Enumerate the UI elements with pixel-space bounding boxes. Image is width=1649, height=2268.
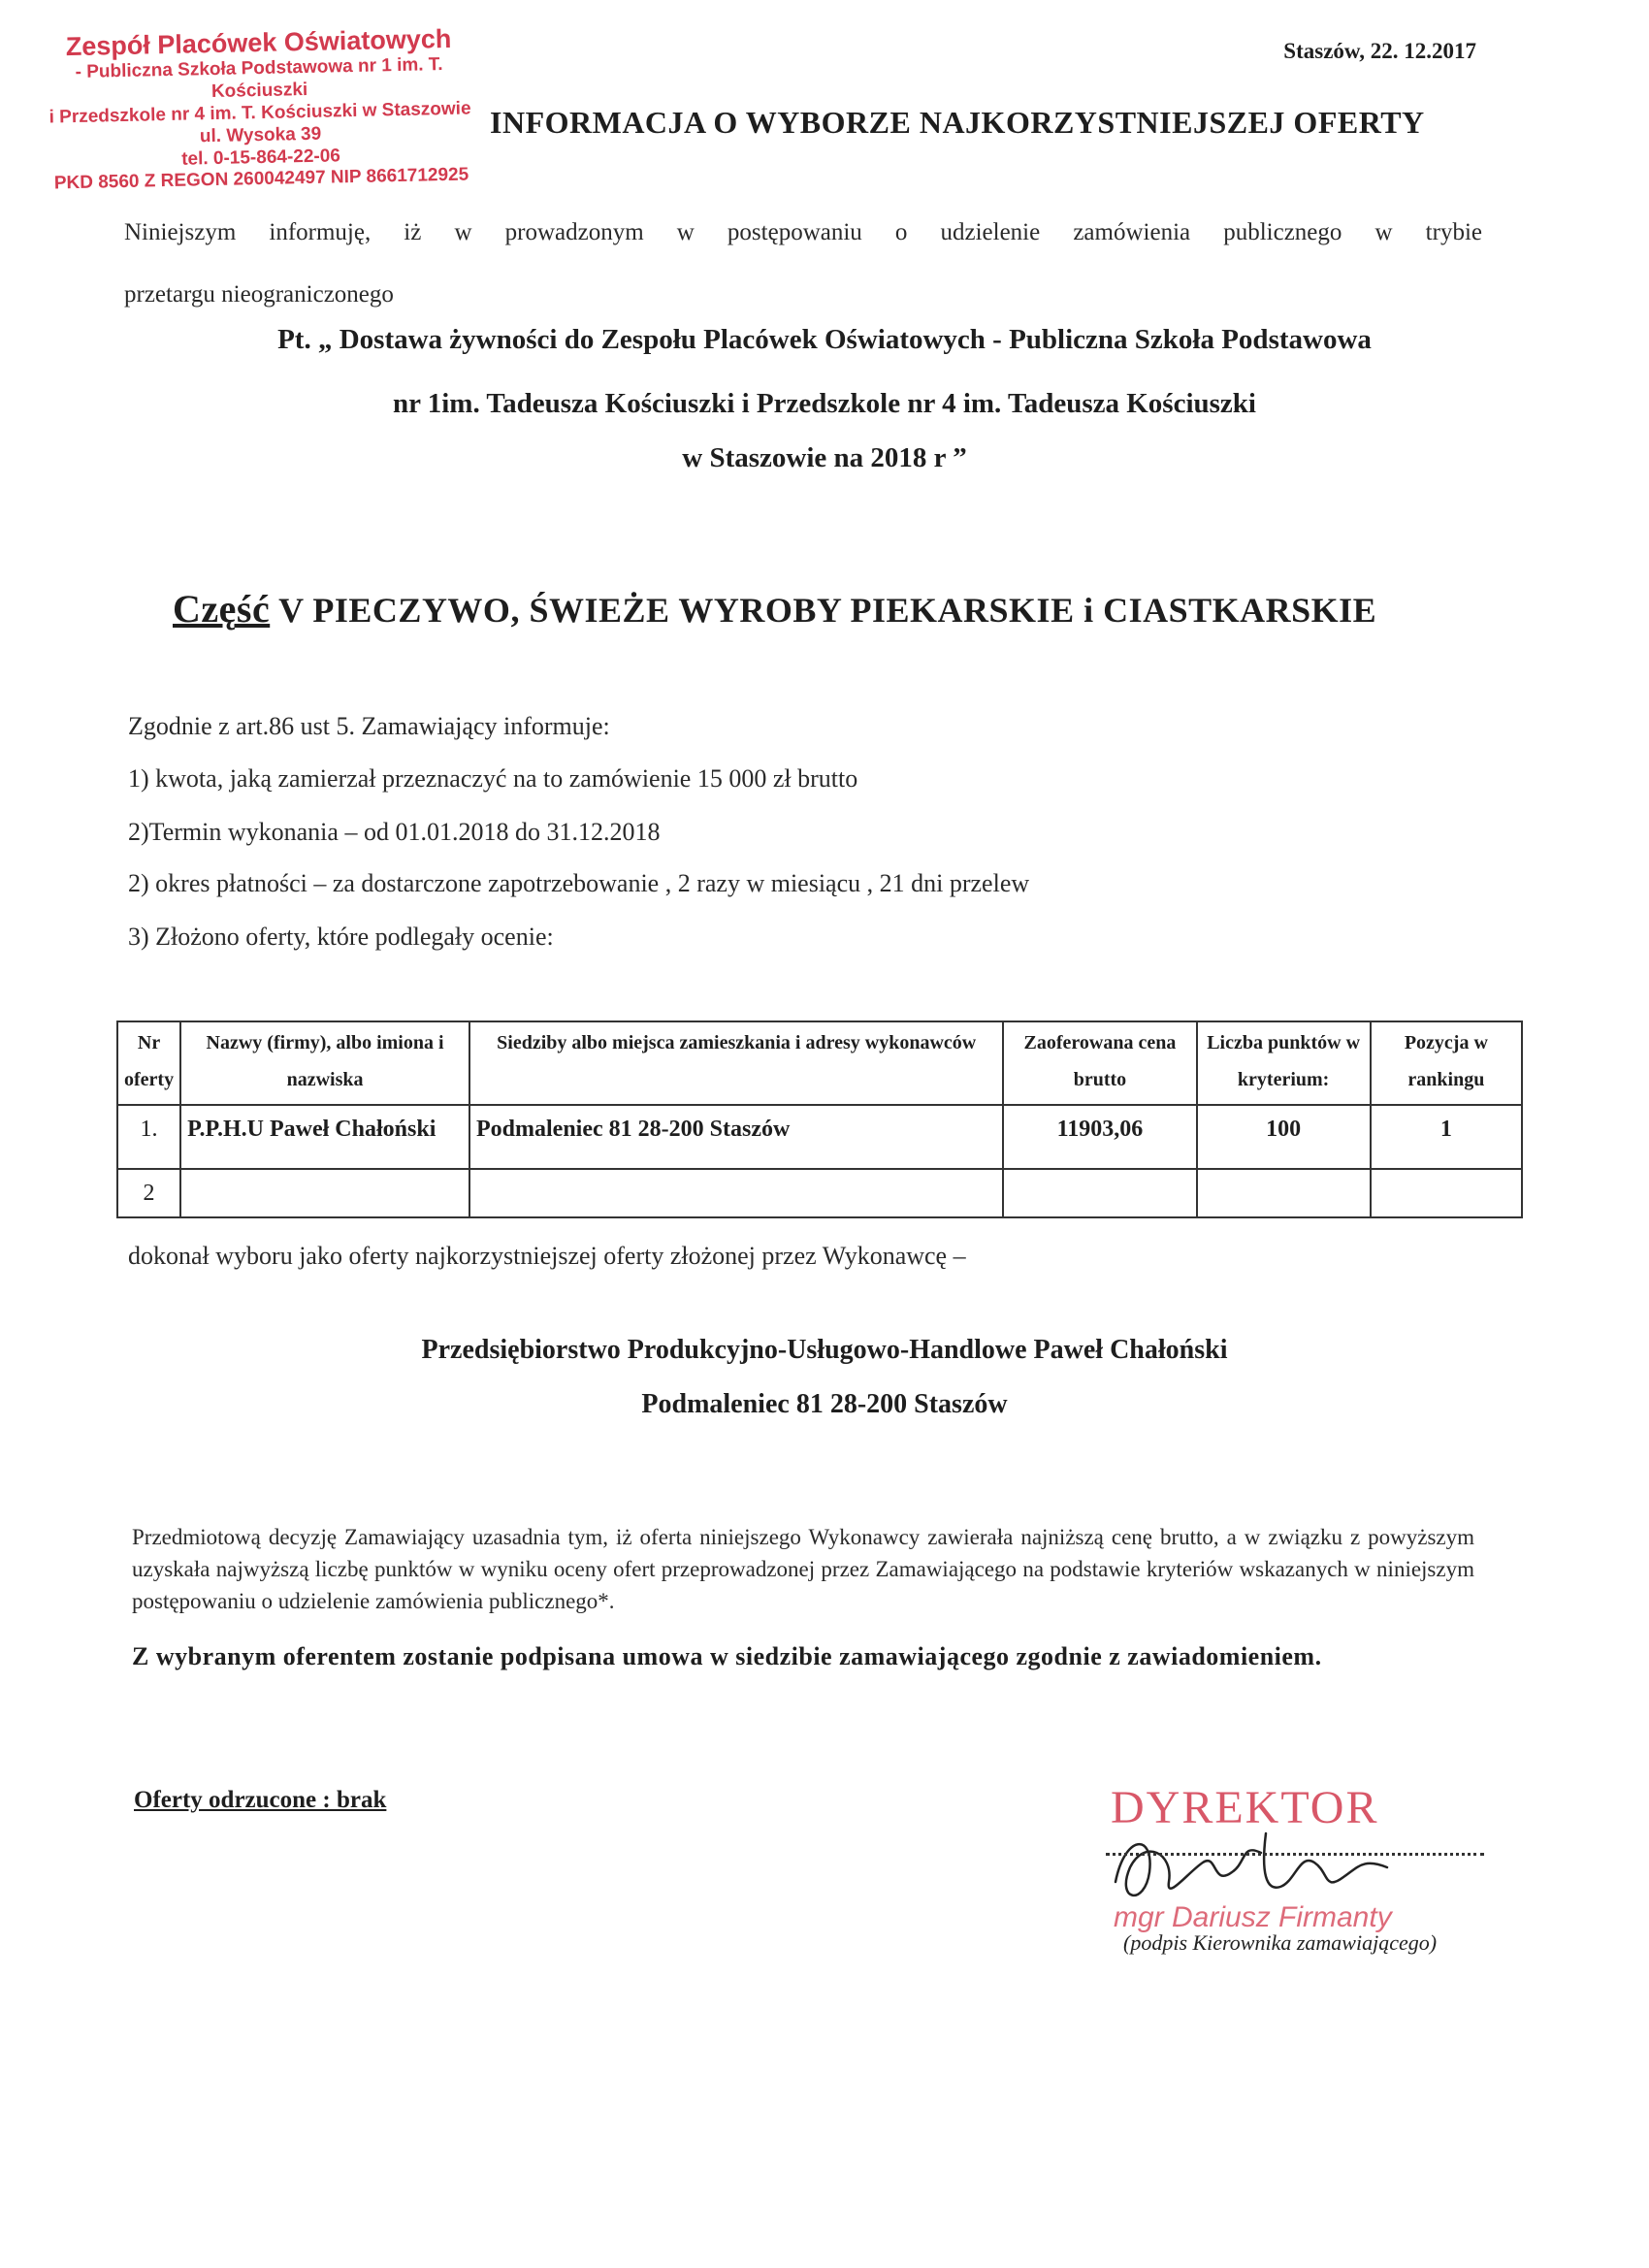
winner-address: Podmaleniec 81 28-200 Staszów [641,1389,1008,1419]
cell-address [469,1169,1003,1217]
cell-name: P.P.H.U Paweł Chałoński [180,1105,469,1169]
subject-line: nr 1im. Tadeusza Kościuszki i Przedszkole nr 4 im. Tadeusza Kościuszki [393,388,1256,419]
table-header-row [117,1021,1522,1105]
winner-name: Przedsiębiorstwo Produkcyjno-Usługowo-Handlowe Paweł Chałoński [421,1335,1228,1365]
director-stamp: DYREKTOR [1111,1782,1379,1833]
info-line: 1) kwota, jaką zamierzał przeznaczyć na to zamówienie 15 000 zł brutto [128,764,858,793]
stamp-line: Zespół Placówek Oświatowych [65,23,452,62]
subject-line: w Staszowie na 2018 r ” [682,442,967,473]
cell-rank [1371,1169,1522,1217]
header-address: Siedziby albo miejsca zamieszkania i adresy wykonawców [469,1021,1003,1105]
rejected-offers: Oferty odrzucone : brak [134,1787,387,1813]
info-line: 2)Termin wykonania – od 01.01.2018 do 31.12.2018 [128,818,661,846]
info-line: 3) Złożono oferty, które podlegały ocenie: [128,923,554,951]
stamp-line: ul. Wysoka 39 [199,123,322,147]
cell-points: 100 [1197,1105,1371,1169]
closing-text: Z wybranym oferentem zostanie podpisana umowa w siedzibie zamawiającego zgodnie z zawiadomieniem. [132,1642,1322,1670]
cell-name [180,1169,469,1217]
part-label: Część [173,587,271,631]
stamp-line: tel. 0-15-864-22-06 [180,145,341,170]
header-name: Nazwy (firmy), albo imiona i nazwiska [180,1021,469,1105]
stamp-line: - Publiczna Szkoła Podstawowa nr 1 im. T. Kościuszki [75,54,443,103]
part-heading [173,586,1376,632]
cell-price [1003,1169,1196,1217]
header-price: Zaoferowana cena brutto [1003,1021,1196,1105]
info-line: Zgodnie z art.86 ust 5. Zamawiający informuje: [128,712,610,740]
signature-dotted-line [1106,1851,1484,1856]
cell-rank: 1 [1371,1105,1522,1169]
part-name: V PIECZYWO, ŚWIEŻE WYROBY PIEKARSKIE i CIASTKARSKIE [270,591,1377,630]
info-line: 2) okres płatności – za dostarczone zapotrzebowanie , 2 razy w miesiącu , 21 dni przelew [128,869,1030,897]
table-row [117,1169,1522,1217]
stamp-line: PKD 8560 Z REGON 260042497 NIP 8661712925 [53,164,469,194]
cell-nr: 2 [117,1169,180,1217]
institution-stamp [25,22,494,196]
cell-price: 11903,06 [1003,1105,1196,1169]
header-nr: Nr oferty [117,1021,180,1105]
signature-caption: (podpis Kierownika zamawiającego) [1123,1930,1438,1955]
signer-stamp: mgr Dariusz Firmanty [1114,1901,1392,1933]
cell-nr: 1. [117,1105,180,1169]
justification-text: Przedmiotową decyzję Zamawiający uzasadnia tym, iż oferta niniejszego Wykonawcy zawierała najniższą cenę brutto, a w związku z powyższym uzyskała najwyższą liczbę punktów w wyniku oceny ofert przeprowadzonej przez Zamawiającego na podstawie kryteriów wskazanych w niniejszym postępowaniu o udzielenie zamówienia publicznego*. [132,1525,1474,1613]
choice-text: dokonał wyboru jako oferty najkorzystniejszej oferty złożonej przez Wykonawcę – [128,1242,966,1270]
document-title: INFORMACJA O WYBORZE NAJKORZYSTNIEJSZEJ OFERTY [490,105,1425,140]
intro-line: Niniejszym informuję, iż w prowadzonym w postępowaniu o udzielenie zamówienia publicznego w trybie [124,219,1482,245]
subject-line: Pt. „ Dostawa żywności do Zespołu Placówek Oświatowych - Publiczna Szkoła Podstawowa [277,324,1372,355]
stamp-line: i Przedszkole nr 4 im. T. Kościuszki w Staszowie [48,98,471,128]
header-rank: Pozycja w rankingu [1371,1021,1522,1105]
cell-points [1197,1169,1371,1217]
offers-table [116,1021,1523,1218]
cell-address: Podmaleniec 81 28-200 Staszów [469,1105,1003,1169]
header-points: Liczba punktów w kryterium: [1197,1021,1371,1105]
table-row [117,1105,1522,1169]
intro-line: przetargu nieograniczonego [124,281,394,308]
place-date: Staszów, 22. 12.2017 [1283,39,1476,63]
